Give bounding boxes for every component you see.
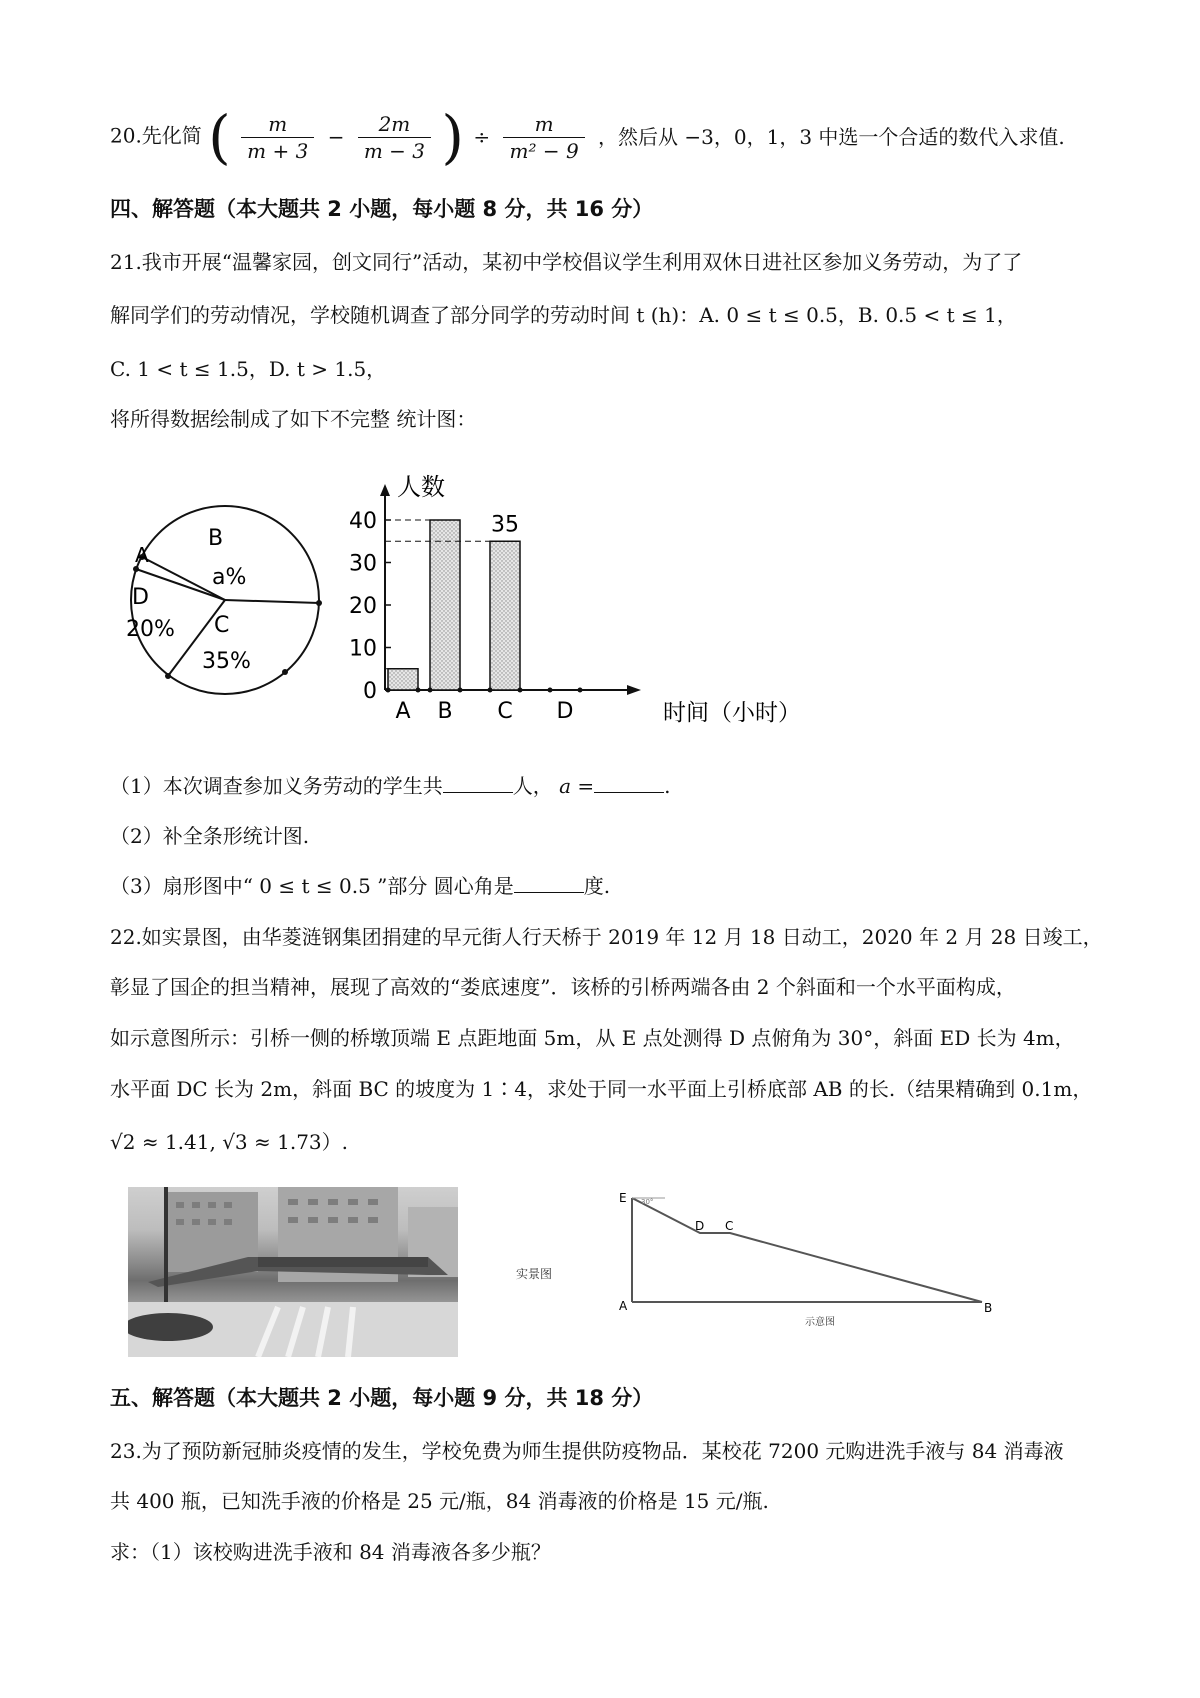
fraction-1-numerator: m <box>241 111 314 138</box>
x-tick-label-b: B <box>437 699 453 724</box>
q21-sub-1-unit: 人， <box>512 774 553 798</box>
x-axis-label: 时间（小时） <box>663 700 801 726</box>
y-axis-arrow <box>380 484 390 496</box>
bar-c <box>490 541 520 690</box>
y-tick-label: 40 <box>349 509 377 534</box>
pie-label-d: D <box>132 585 149 610</box>
bridge-diagram <box>615 1190 1005 1330</box>
x-tick-dot <box>578 688 583 693</box>
photo-caption: 实景图 <box>516 1267 553 1281</box>
y-axis-label: 人数 <box>397 473 445 501</box>
q20-line <box>110 103 1068 171</box>
pie-divider-bc <box>225 600 319 603</box>
y-tick-label: 10 <box>349 636 377 662</box>
x-tick-label-c: C <box>497 699 513 724</box>
q21-sub-3 <box>110 872 610 900</box>
q23-line-3: 求：（1）该校购进洗手液和 84 消毒液各多少瓶？ <box>110 1540 551 1564</box>
q22-line-3: 如示意图所示：引桥一侧的桥墩顶端 E 点距地面 5m，从 E 点处测得 D 点俯角为 30°，斜面 ED 长为 4m， <box>110 1026 1075 1050</box>
pie-label-a: A <box>135 543 149 567</box>
fraction-3-denominator: m² − 9 <box>509 138 579 163</box>
x-tick-dot <box>428 688 433 693</box>
point-c: C <box>725 1219 734 1233</box>
bridge-photo <box>128 1187 458 1357</box>
y-tick-label: 20 <box>349 594 377 619</box>
answer-blank-angle[interactable] <box>514 872 584 893</box>
q21-sub-1-text: （1）本次调查参加义务劳动的学生共 <box>110 774 443 798</box>
answer-blank-a[interactable] <box>594 772 664 793</box>
q20-prefix: 20.先化简 <box>110 123 202 148</box>
bridge-slope-line <box>632 1198 982 1302</box>
q21-sub-3-text: （3）扇形图中“ 0 ≤ t ≤ 0.5 ”部分 圆心角是 <box>110 874 514 898</box>
q21-sub-1-end: . <box>664 774 671 798</box>
q20-suffix: ，然后从 −3，0，1，3 中选一个合适的数代入求值. <box>598 125 1065 149</box>
diagram-caption: 示意图 <box>805 1317 835 1328</box>
q22-line-2: 彰显了国企的担当精神，展现了高效的“娄底速度”．该桥的引桥两端各由 2 个斜面和一个水平面构成， <box>110 975 1016 999</box>
right-paren: ) <box>441 103 464 171</box>
x-tick-dot <box>458 688 463 693</box>
q22-line-1: 22.如实景图，由华菱涟钢集团捐建的早元街人行天桥于 2019 年 12 月 18 日动工，2020 年 2 月 28 日竣工， <box>110 925 1103 949</box>
y-tick-label: 30 <box>349 551 377 577</box>
q22-line-5: √2 ≈ 1.41, √3 ≈ 1.73）. <box>110 1130 349 1154</box>
fraction-1 <box>241 111 314 164</box>
pie-point <box>282 669 288 675</box>
q21-sub-1 <box>110 772 671 800</box>
point-d: D <box>695 1219 705 1233</box>
pie-chart <box>120 490 340 710</box>
left-paren: ( <box>208 103 231 171</box>
q21-line-3: C. 1 < t ≤ 1.5，D. t > 1.5， <box>110 357 387 381</box>
section-4-title: 四、解答题（本大题共 2 小题，每小题 8 分，共 16 分） <box>110 197 654 221</box>
bar-a <box>388 669 418 690</box>
fraction-2-numerator: 2m <box>358 111 431 138</box>
pie-label-b: B <box>208 526 224 551</box>
fraction-1-denominator: m + 3 <box>247 138 309 163</box>
bar-b <box>430 520 460 690</box>
x-tick-dot <box>386 688 391 693</box>
divide-sign: ÷ <box>473 125 491 149</box>
q21-line-4: 将所得数据绘制成了如下不完整 统计图： <box>110 407 477 431</box>
x-tick-label-d: D <box>556 699 574 724</box>
x-tick-dot <box>488 688 493 693</box>
point-e: E <box>619 1191 627 1205</box>
pie-label-b-percent: a% <box>212 565 247 590</box>
bar-chart <box>345 460 815 750</box>
fraction-2 <box>358 111 431 164</box>
pie-point <box>165 673 171 679</box>
q22-line-4: 水平面 DC 长为 2m，斜面 BC 的坡度为 1∶4，求处于同一水平面上引桥底部 AB 的长.（结果精确到 0.1m， <box>110 1077 1093 1101</box>
minus-sign: − <box>327 125 345 149</box>
q21-sub-1-a-expr: a = <box>559 774 595 798</box>
pie-label-c: C <box>214 613 230 638</box>
fraction-3 <box>503 111 584 164</box>
answer-blank-students[interactable] <box>443 772 513 793</box>
x-tick-dot <box>416 688 421 693</box>
q21-sub-2: （2）补全条形统计图. <box>110 824 310 848</box>
pie-label-d-percent: 20% <box>126 617 175 642</box>
section-5-title: 五、解答题（本大题共 2 小题，每小题 9 分，共 18 分） <box>110 1386 654 1410</box>
y-tick-label: 0 <box>363 679 377 704</box>
x-tick-label-a: A <box>395 699 411 724</box>
point-a: A <box>619 1299 628 1313</box>
q21-line-2: 解同学们的劳动情况，学校随机调查了部分同学的劳动时间 t (h)：A. 0 ≤ t ≤ 0.5，B. 0.5 < t ≤ 1， <box>110 303 1017 327</box>
pie-point <box>316 600 322 606</box>
q21-sub-3-unit: 度. <box>583 874 611 898</box>
q21-line-1: 21.我市开展“温馨家园，创文同行”活动，某初中学校倡议学生利用双休日进社区参加义务劳动，为了了 <box>110 250 1023 274</box>
angle-label: 30° <box>641 1198 654 1206</box>
q23-line-2: 共 400 瓶，已知洗手液的价格是 25 元/瓶，84 消毒液的价格是 15 元/瓶. <box>110 1489 769 1513</box>
x-axis-arrow <box>627 685 641 695</box>
fraction-2-denominator: m − 3 <box>363 138 425 163</box>
point-b: B <box>984 1301 993 1315</box>
bridge-photo-drawing <box>128 1187 458 1357</box>
x-tick-dot <box>548 688 553 693</box>
pie-label-c-percent: 35% <box>202 649 251 674</box>
x-tick-dot <box>518 688 523 693</box>
data-label-c: 35 <box>491 512 519 538</box>
fraction-3-numerator: m <box>503 111 584 138</box>
q23-line-1: 23.为了预防新冠肺炎疫情的发生，学校免费为师生提供防疫物品．某校花 7200 元购进洗手液与 84 消毒液 <box>110 1439 1064 1463</box>
